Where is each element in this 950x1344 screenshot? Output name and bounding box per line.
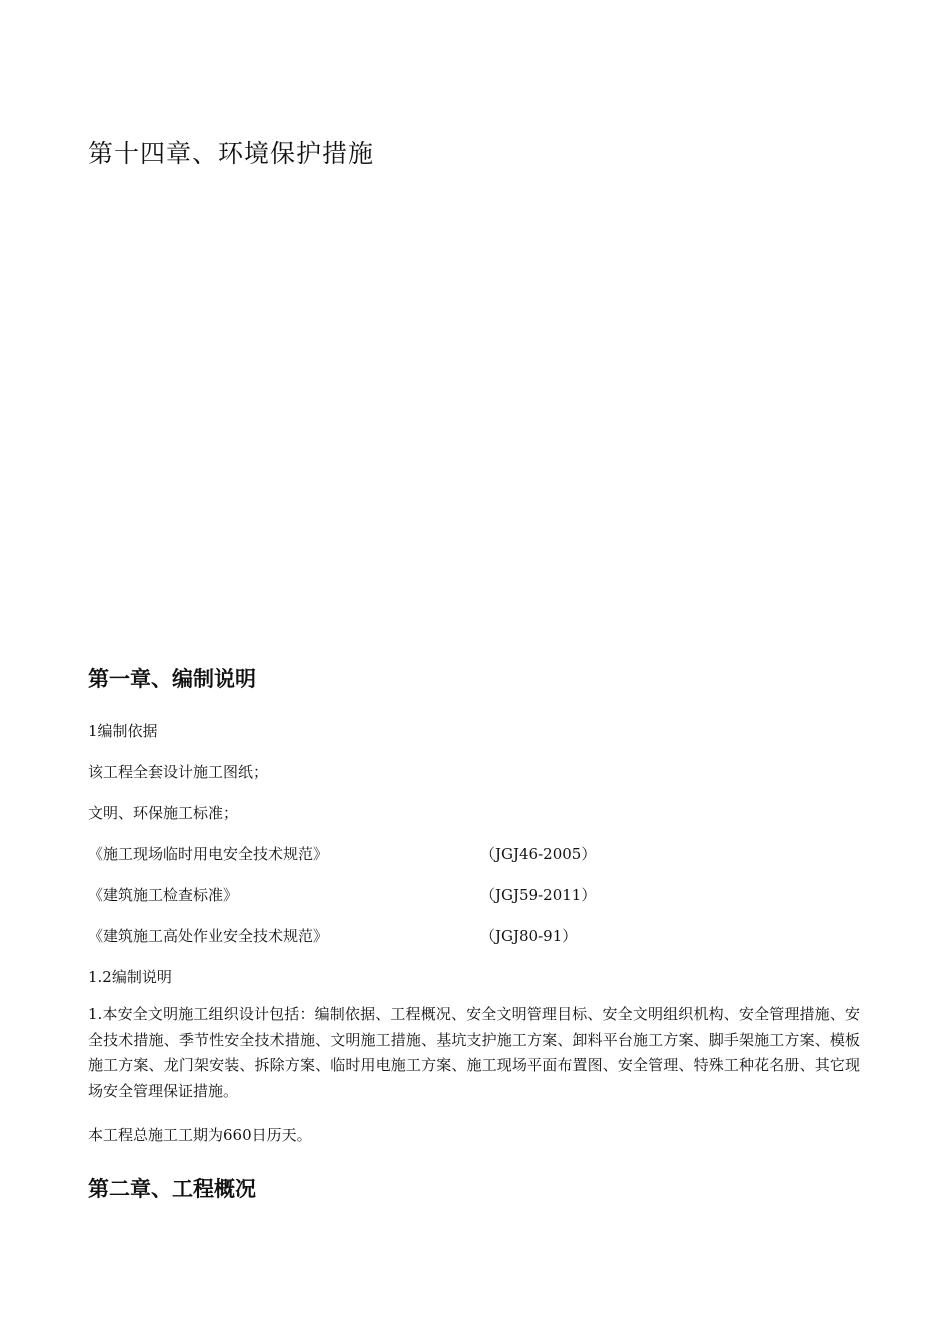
description-paragraph: 1.本安全文明施工组织设计包括：编制依据、工程概况、安全文明管理目标、安全文明组织机构、安全管理措施、安全技术措施、季节性安全技术措施、文明施工措施、基坑支护施工方案、卸料平台施工方案、脚手架施工方案、模板施工方案、龙门架安装、拆除方案、临时用电施工方案、施工现场平面布置图、安全管理、特殊工种花名册、其它现场安全管理保证措施。 xyxy=(88,1005,860,1100)
section-1-heading: 1编制依据 xyxy=(88,722,158,740)
chapter-1-title: 第一章、编制说明 xyxy=(88,667,256,691)
section-2-heading: 1.2编制说明 xyxy=(88,968,172,986)
standard-code: （JGJ80-91） xyxy=(480,927,578,945)
standard-code: （JGJ46-2005） xyxy=(480,845,597,863)
basis-line-standards: 文明、环保施工标准； xyxy=(88,804,239,822)
chapter-14-title: 第十四章、环境保护措施 xyxy=(88,139,375,168)
standard-name: 《施工现场临时用电安全技术规范》 xyxy=(88,845,329,863)
standard-name: 《建筑施工检查标准》 xyxy=(88,886,239,904)
chapter-2-title: 第二章、工程概况 xyxy=(88,1177,256,1201)
standard-code: （JGJ59-2011） xyxy=(480,886,597,904)
standard-name: 《建筑施工高处作业安全技术规范》 xyxy=(88,927,329,945)
basis-line-drawings: 该工程全套设计施工图纸； xyxy=(88,763,269,781)
duration-line: 本工程总施工工期为660日历天。 xyxy=(88,1126,312,1144)
